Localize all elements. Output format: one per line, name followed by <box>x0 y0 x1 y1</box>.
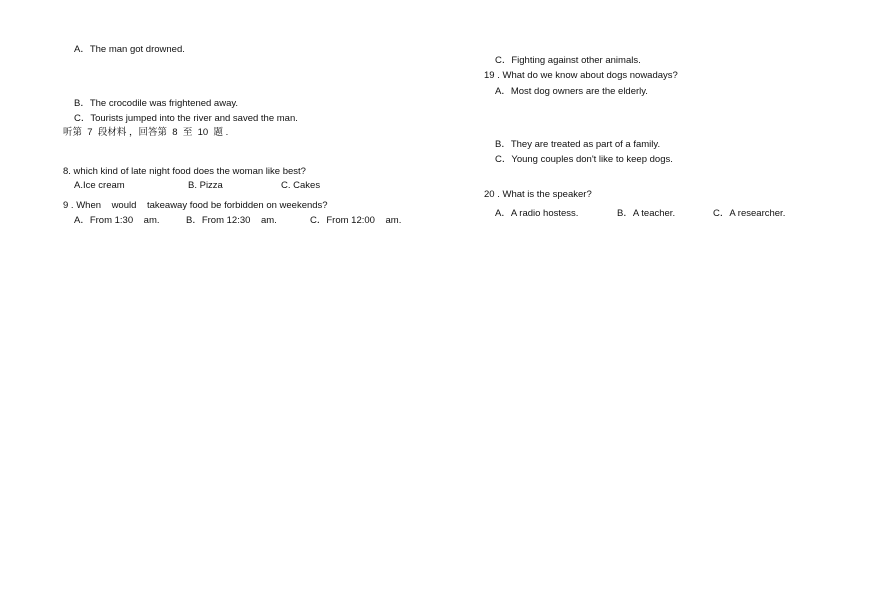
q9-option-a: A．From 1:30 am. <box>74 215 160 226</box>
q7-option-c: C．Tourists jumped into the river and saved the man. <box>74 113 298 124</box>
q20-option-a: A．A radio hostess. <box>495 208 579 219</box>
q7-option-a: A．The man got drowned. <box>74 44 185 55</box>
q19-option-c: C．Young couples don't like to keep dogs. <box>495 154 673 165</box>
q19-option-a: A．Most dog owners are the elderly. <box>495 86 648 97</box>
q9-question: 9 . When would takeaway food be forbidden on weekends? <box>63 200 328 211</box>
q19-option-b: B．They are treated as part of a family. <box>495 139 661 150</box>
q8-question: 8. which kind of late night food does the woman like best? <box>63 166 306 177</box>
q19-question: 19 . What do we know about dogs nowadays? <box>484 70 678 81</box>
section-instruction: 听第 7 段材料 ，回答第 8 至 10 题 . <box>63 127 229 138</box>
q20-question: 20 . What is the speaker? <box>484 189 592 200</box>
q9-option-b: B．From 12:30 am. <box>186 215 277 226</box>
q20-option-c: C．A researcher. <box>713 208 786 219</box>
q8-option-a: A.Ice cream <box>74 180 125 191</box>
q20-option-b: B．A teacher. <box>617 208 676 219</box>
q9-option-c: C．From 12:00 am. <box>310 215 402 226</box>
q7-option-b: B．The crocodile was frightened away. <box>74 98 239 109</box>
q8-option-b: B. Pizza <box>188 180 223 191</box>
q8-option-c: C. Cakes <box>281 180 321 191</box>
q18-option-c: C．Fighting against other animals. <box>495 55 641 66</box>
